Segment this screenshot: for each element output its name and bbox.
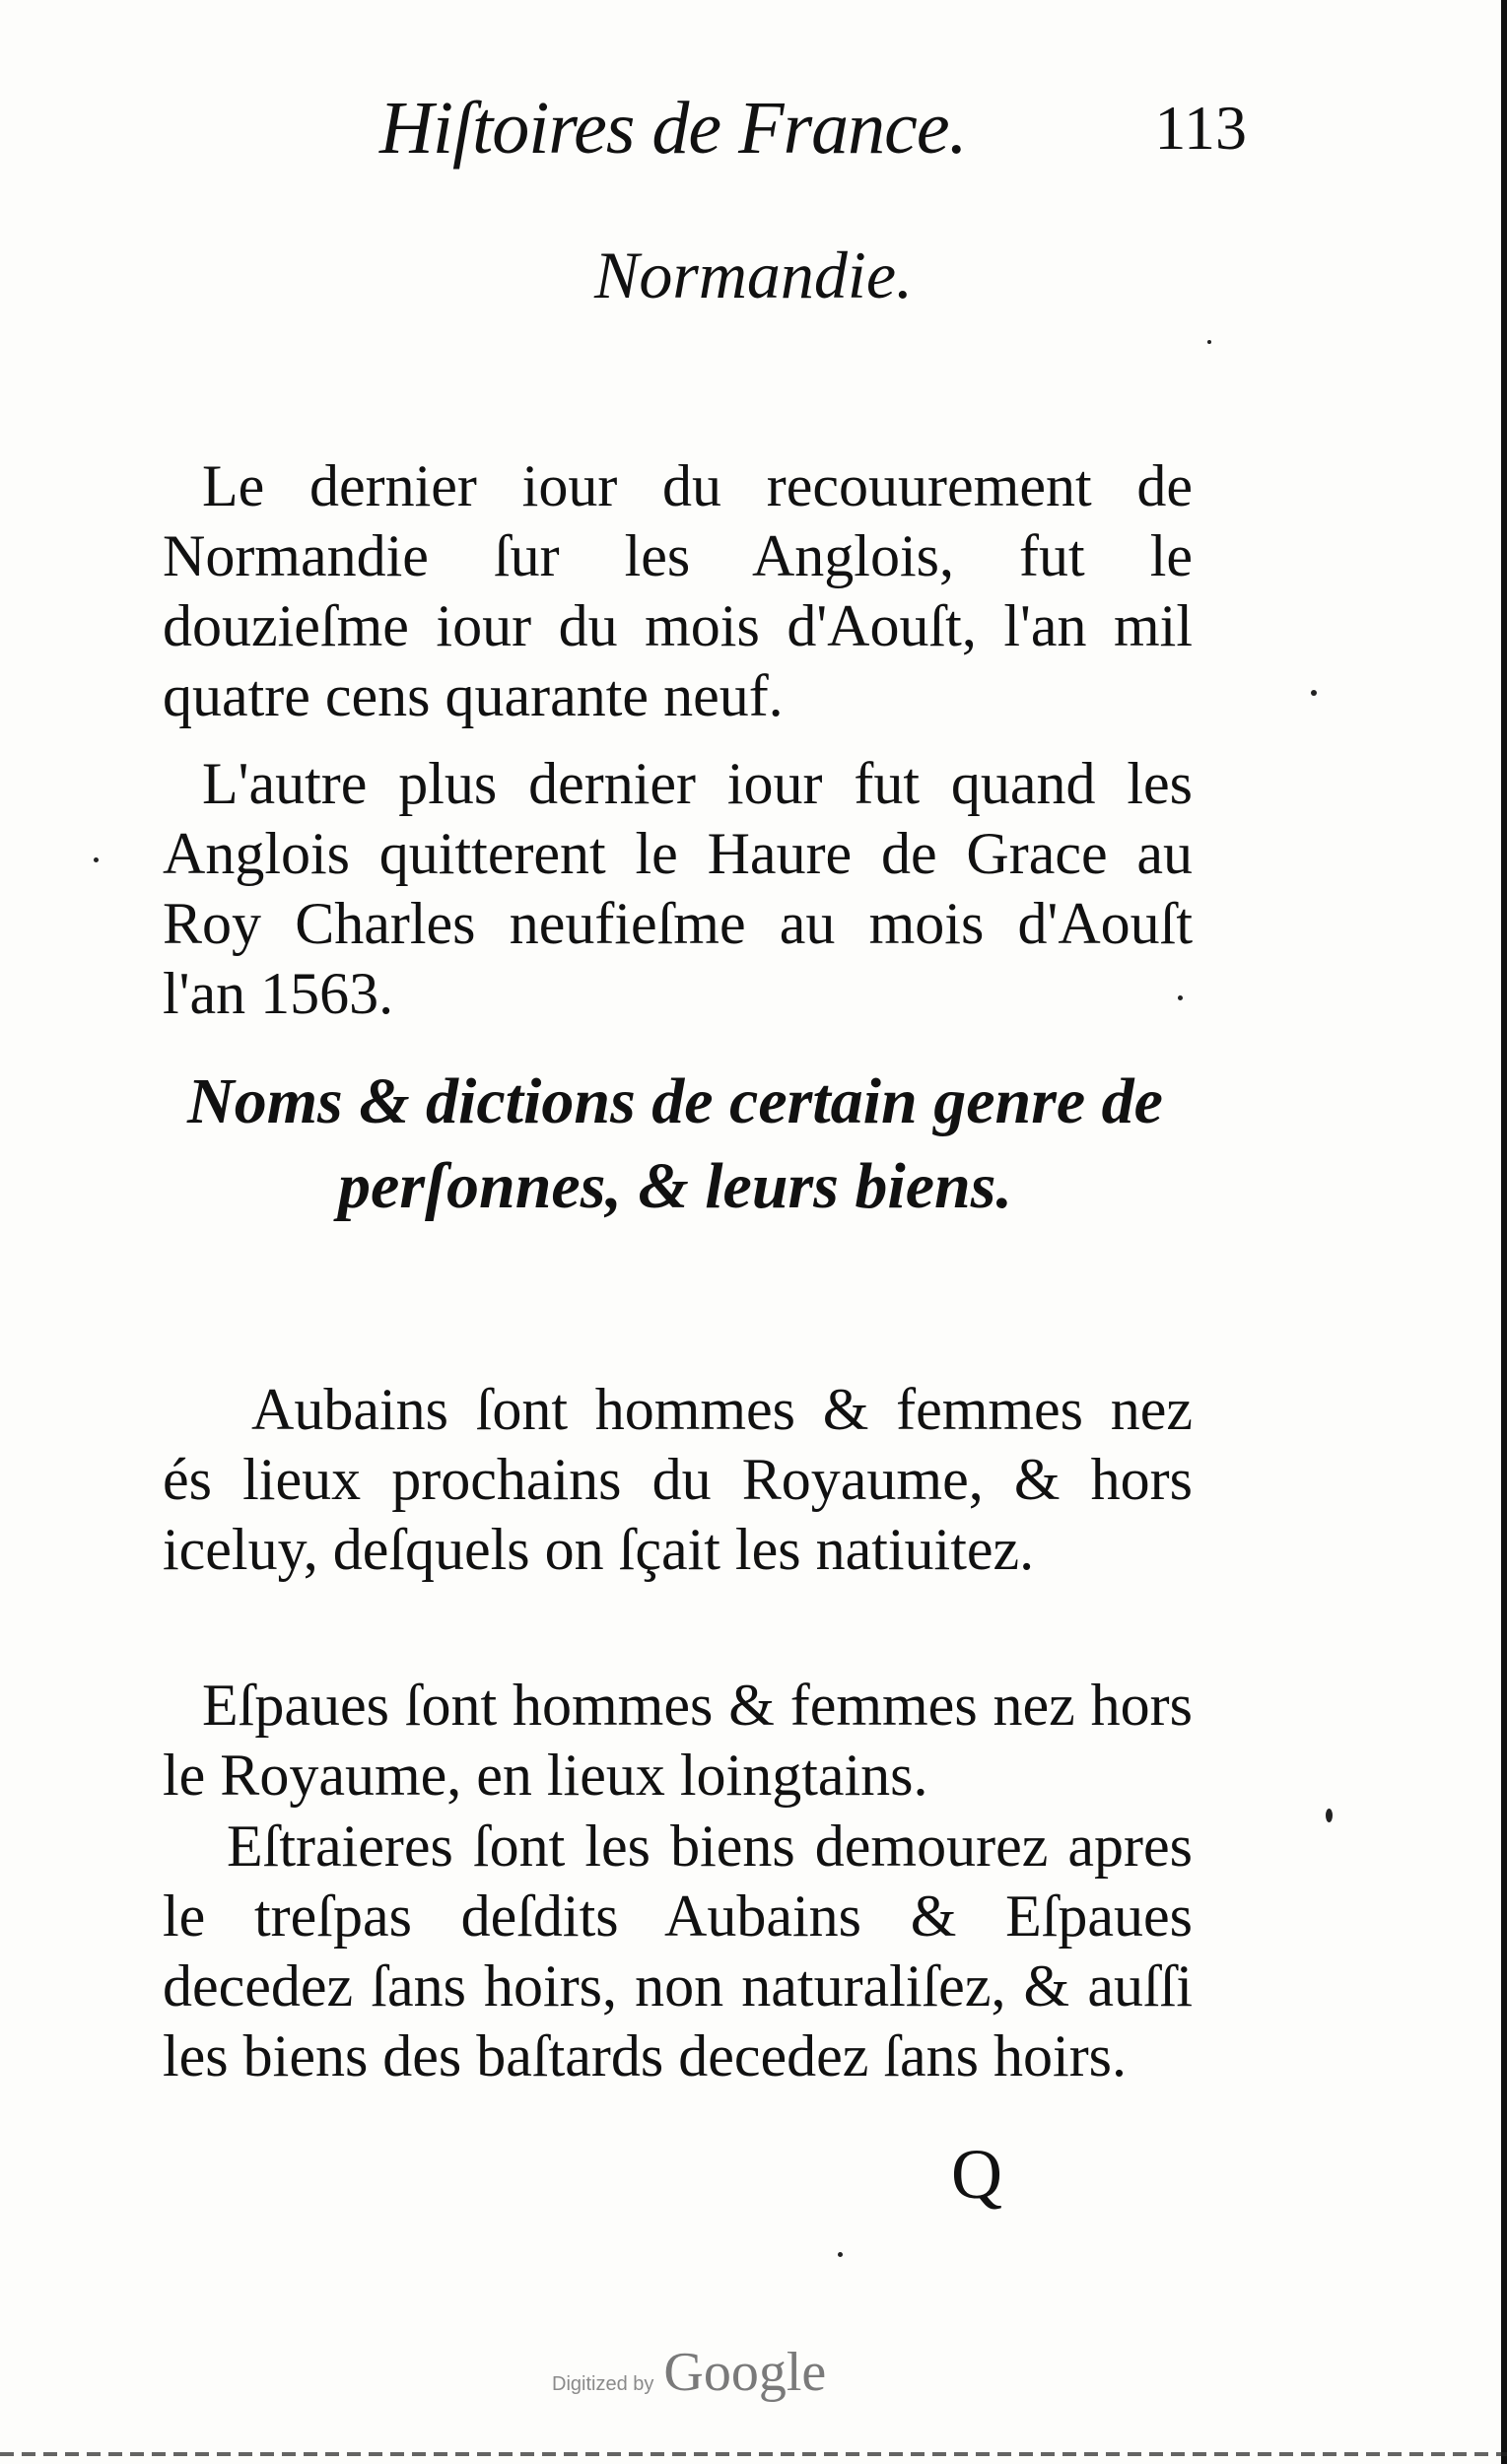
scan-speck <box>838 2252 843 2257</box>
paragraph: Le dernier iour du recouurement de Normandie ſur les Anglois, fut le douzieſme iour du mois d'Aouſt, l'an mil quatre cens quarante neuf. <box>163 453 1193 728</box>
scan-speck <box>1178 995 1183 1000</box>
catchword: Q <box>951 2135 1002 2214</box>
scan-speck <box>1326 1809 1333 1822</box>
section-heading-normandie: Normandie. <box>594 238 913 312</box>
page-number: 113 <box>1154 93 1247 163</box>
scan-speck <box>1207 340 1211 344</box>
paragraph: Aubains ſont hommes & femmes nez és lieux prochains du Royaume, & hors iceluy, deſquels on ſçait les natiuitez. <box>163 1377 1193 1582</box>
watermark-brand: Google <box>663 2342 827 2403</box>
digitization-watermark <box>552 2341 826 2410</box>
scan-speck <box>94 857 99 862</box>
section-heading-noms: Noms & dictions de certain genre de perſonnes, & leurs biens. <box>187 1065 1163 1222</box>
scan-speck <box>1311 690 1317 696</box>
paragraph: L'autre plus dernier iour fut quand les Anglois quitterent le Haure de Grace au Roy Charles neufieſme au mois d'Aouſt l'an 1563. <box>163 751 1193 1026</box>
page-edge-shadow <box>1501 0 1507 2464</box>
page-bottom-edge <box>0 2452 1507 2456</box>
paragraph: Eſpaues ſont hommes & femmes nez hors le Royaume, en lieux loingtains. <box>163 1673 1193 1808</box>
watermark-prefix: Digitized by <box>552 2373 654 2395</box>
page-header <box>379 79 1247 177</box>
paragraph: Eſtraieres ſont les biens demourez apres le treſpas deſdits Aubains & Eſpaues decedez ſans hoirs, non naturaliſez, & auſſi les biens des baſtards decedez ſans hoirs. <box>163 1814 1193 2088</box>
running-title: Hiſtoires de France. <box>379 87 967 170</box>
